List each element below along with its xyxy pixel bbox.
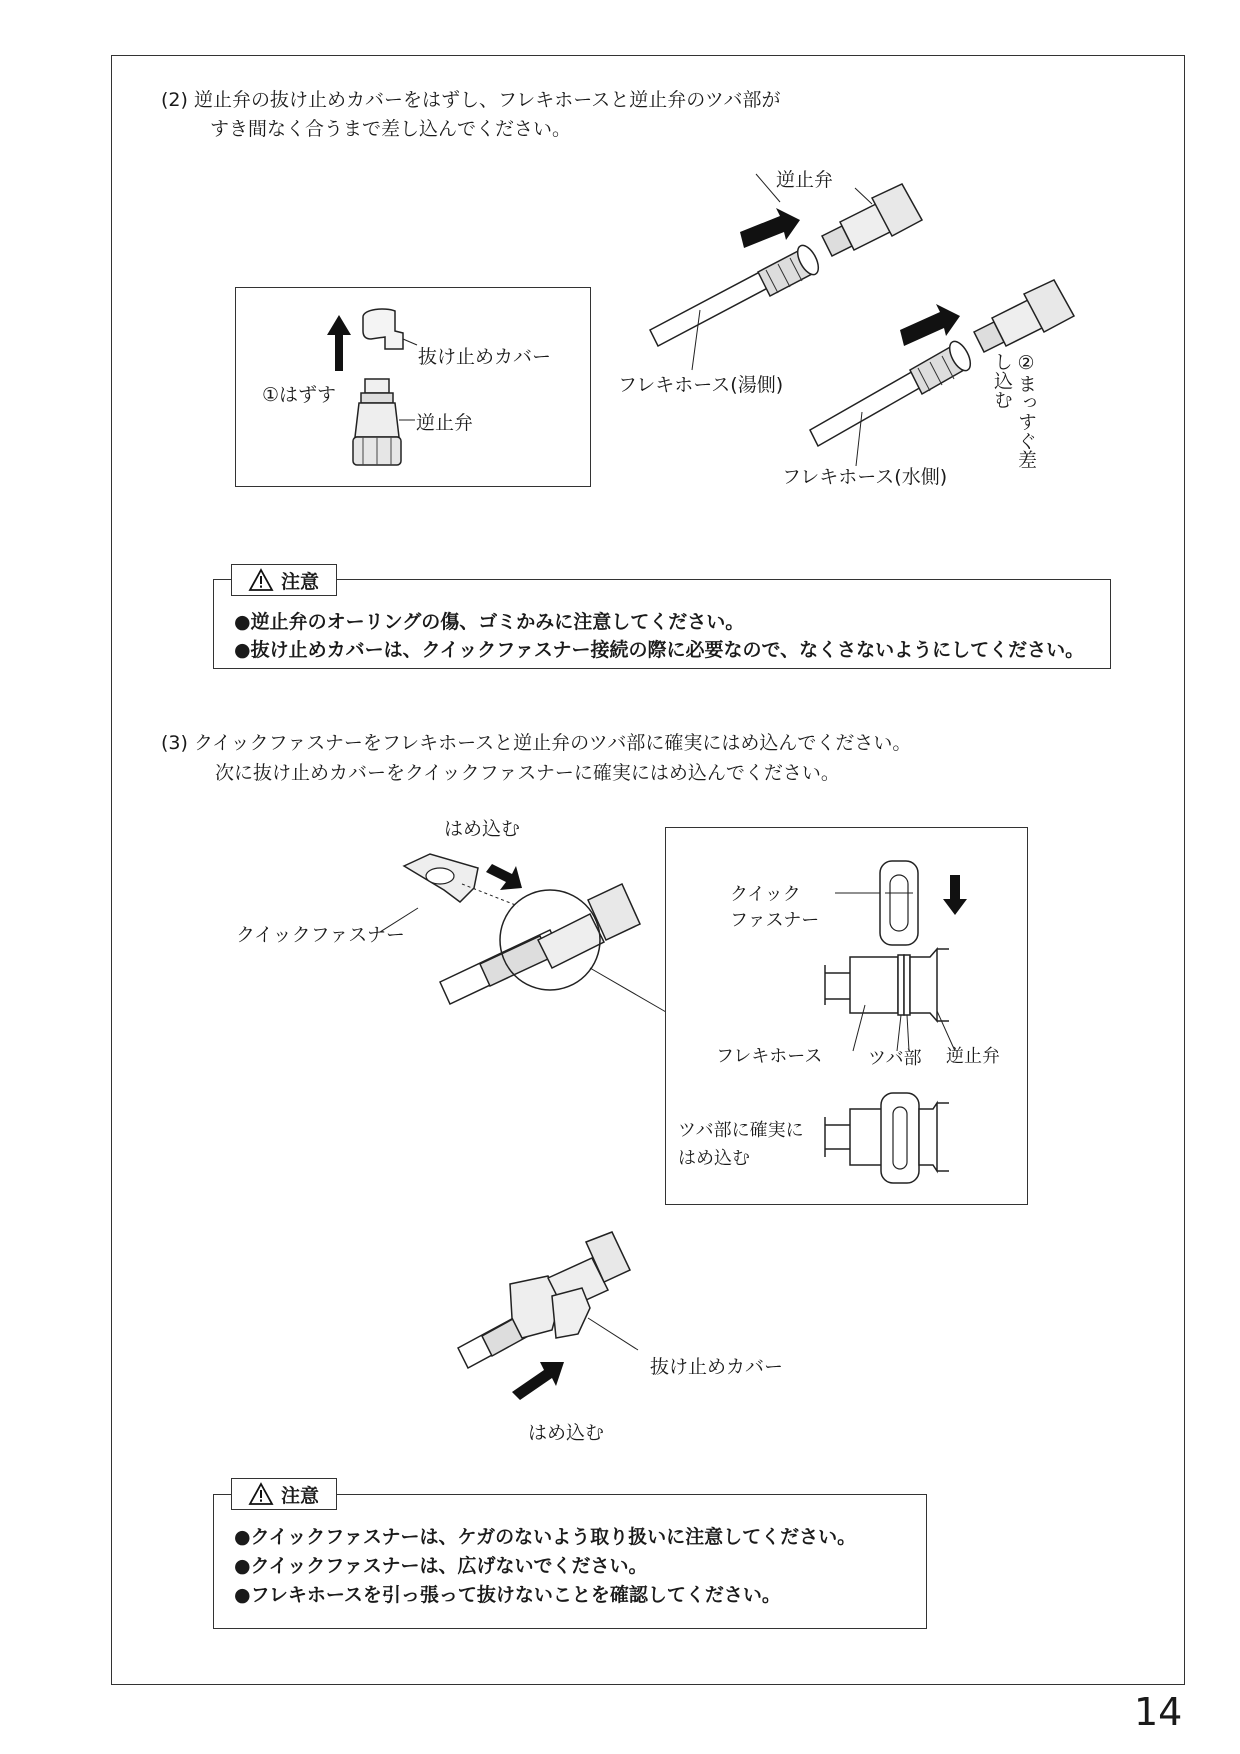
caution1-tab bbox=[231, 564, 337, 596]
valve-detail-icon bbox=[910, 949, 937, 1021]
detail-fit-1: ツバ部に確実に bbox=[678, 1120, 804, 1141]
fig1-valve-label: 逆止弁 bbox=[416, 412, 474, 434]
caution2-title: 注意 bbox=[280, 1484, 319, 1507]
insert-arrow-icon bbox=[740, 208, 800, 248]
retainer-cover-icon-2 bbox=[552, 1288, 590, 1338]
caution1-title: 注意 bbox=[280, 570, 319, 593]
caution2-item-1: ●クイックファスナーは、ケガのないよう取り扱いに注意してください。 bbox=[234, 1526, 857, 1548]
step2-line1: (2) 逆止弁の抜け止めカバーをはずし、フレキホースと逆止弁のツバ部が bbox=[161, 89, 781, 111]
fig3-fastener-leader bbox=[380, 928, 420, 938]
insert-arrow-icon-2 bbox=[900, 304, 960, 346]
fig3-fit-in: はめ込む bbox=[444, 818, 521, 840]
caution2-item-2: ●クイックファスナーは、広げないでください。 bbox=[234, 1555, 648, 1577]
fig4-illustration bbox=[452, 1238, 652, 1398]
fig1-cover-label: 抜け止めカバー bbox=[418, 346, 552, 368]
hose-detail-icon bbox=[850, 957, 898, 1013]
fig2-hose-hot: フレキホース(湯側) bbox=[618, 374, 784, 396]
up-arrow-icon bbox=[327, 315, 351, 371]
fig3-illustration bbox=[400, 840, 670, 1020]
flange-detail-icon bbox=[898, 955, 904, 1015]
fig2-insert-straight: ②まっすぐ差し込む bbox=[991, 352, 1037, 469]
retainer-cover-icon bbox=[363, 309, 403, 349]
fig4-cover-label: 抜け止めカバー bbox=[650, 1356, 784, 1378]
step3-line2: 次に抜け止めカバーをクイックファスナーに確実にはめ込んでください。 bbox=[215, 762, 840, 784]
caution1-item-1: ●逆止弁のオーリングの傷、ゴミかみに注意してください。 bbox=[234, 611, 745, 633]
detail-quick-2: ファスナー bbox=[730, 910, 820, 931]
detail-flange: ツバ部 bbox=[868, 1048, 922, 1069]
step3-line1: (3) クイックファスナーをフレキホースと逆止弁のツバ部に確実にはめ込んでください。 bbox=[161, 732, 912, 754]
detail-valve: 逆止弁 bbox=[946, 1046, 1000, 1067]
caution2-tab bbox=[231, 1478, 337, 1510]
fig2-hose-cold: フレキホース(水側) bbox=[782, 466, 948, 488]
warning-triangle-icon bbox=[249, 1483, 273, 1505]
step2-line2: すき間なく合うまで差し込んでください。 bbox=[210, 118, 572, 140]
detail-quick-1: クイック bbox=[730, 884, 801, 905]
fig4-fit-in: はめ込む bbox=[528, 1422, 605, 1444]
page-number: 14 bbox=[1134, 1690, 1183, 1734]
fig3-quick-fastener: クイックファスナー bbox=[236, 924, 405, 946]
warning-triangle-icon bbox=[249, 569, 273, 591]
fit-arrow-icon-2 bbox=[512, 1362, 564, 1400]
check-valve-icon bbox=[355, 403, 399, 437]
fig1-remove-label: ①はずす bbox=[262, 384, 337, 406]
detail-hose: フレキホース bbox=[716, 1046, 823, 1067]
caution1-item-2: ●抜け止めカバーは、クイックファスナー接続の際に必要なので、なくさないようにしてください。 bbox=[234, 639, 1085, 661]
caution2-item-3: ●フレキホースを引っ張って抜けないことを確認してください。 bbox=[234, 1584, 781, 1606]
valve-icon bbox=[538, 914, 604, 968]
down-arrow-icon bbox=[943, 875, 967, 915]
fit-arrow-icon bbox=[486, 864, 522, 890]
fig2-valve-top: 逆止弁 bbox=[776, 169, 834, 191]
detail-fit-2: はめ込む bbox=[678, 1148, 750, 1169]
